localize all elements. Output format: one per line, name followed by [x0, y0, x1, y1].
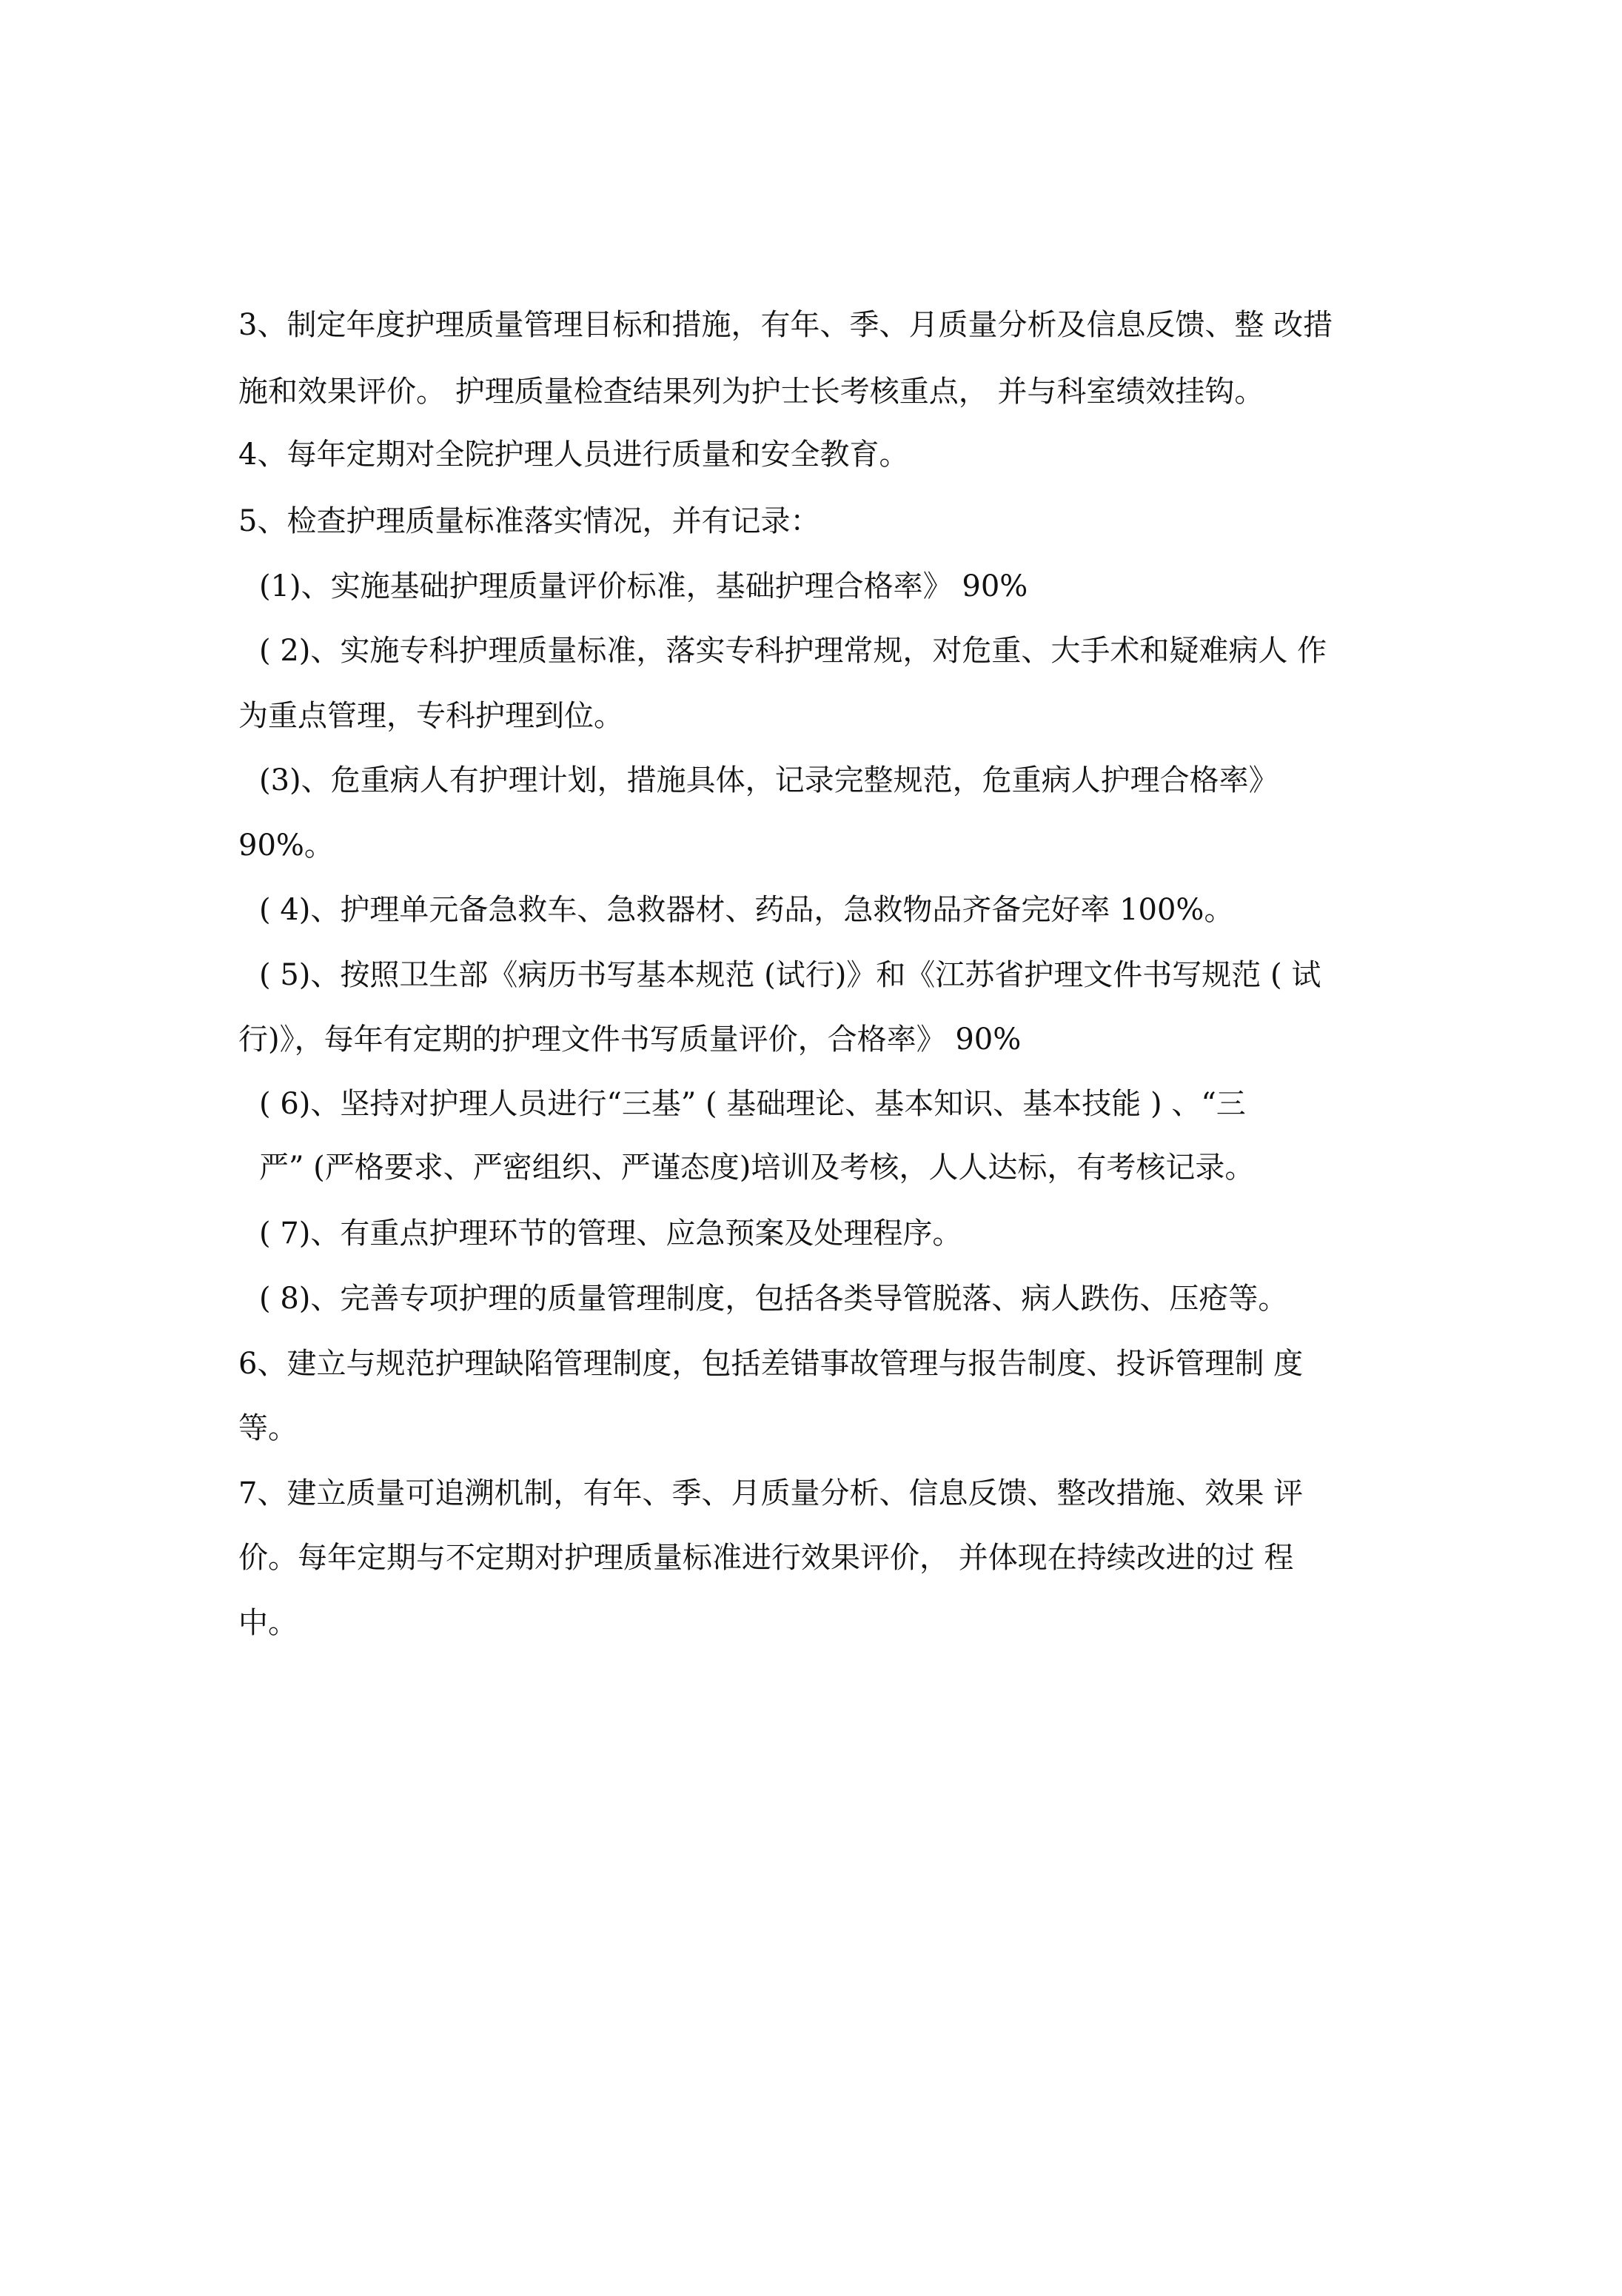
text-line: (1)、实施基础护理质量评价标准，基础护理合格率》 90% [259, 569, 1028, 603]
text-line: 7、建立质量可追溯机制，有年、季、月质量分析、信息反馈、整改措施、效果 评 [238, 1476, 1304, 1510]
text-line: 行)》，每年有定期的护理文件书写质量评价，合格率》 90% [238, 1023, 1022, 1057]
text-line: 严” (严格要求、严密组织、严谨态度)培训及考核，人人达标，有考核记录。 [259, 1151, 1255, 1185]
text-line: 90%。 [238, 829, 334, 863]
text-line: 4、每年定期对全院护理人员进行质量和安全教育。 [238, 438, 909, 472]
text-line: 中。 [238, 1606, 298, 1640]
text-line: ( 8)、完善专项护理的质量管理制度，包括各类导管脱落、病人跌伤、压疮等。 [259, 1282, 1288, 1316]
text-line: ( 6)、坚持对护理人员进行“三基” ( 基础理论、基本知识、基本技能 ) 、“三 [259, 1087, 1246, 1121]
text-line: 为重点管理，专科护理到位。 [238, 699, 623, 733]
text-line: ( 7)、有重点护理环节的管理、应急预案及处理程序。 [259, 1216, 962, 1251]
text-line: 价。每年定期与不定期对护理质量标准进行效果评价， 并体现在持续改进的过 程 [238, 1541, 1294, 1575]
text-line: ( 5)、按照卫生部《病历书写基本规范 (试行)》和《江苏省护理文件书写规范 ( 试 [259, 958, 1321, 992]
text-line: (3)、危重病人有护理计划，措施具体，记录完整规范，危重病人护理合格率》 [259, 763, 1279, 797]
text-line: ( 2)、实施专科护理质量标准，落实专科护理常规，对危重、大手术和疑难病人 作 [259, 634, 1327, 668]
text-line: 等。 [238, 1411, 298, 1445]
text-line: 3、制定年度护理质量管理目标和措施，有年、季、月质量分析及信息反馈、整 改措 [238, 308, 1333, 342]
text-line: ( 4)、护理单元备急救车、急救器材、药品，急救物品齐备完好率 100%。 [259, 893, 1234, 927]
text-line: 5、检查护理质量标准落实情况，并有记录： [238, 504, 820, 538]
text-line: 6、建立与规范护理缺陷管理制度，包括差错事故管理与报告制度、投诉管理制 度 [238, 1347, 1304, 1381]
text-line: 施和效果评价。 护理质量检查结果列为护士长考核重点， 并与科室绩效挂钩。 [238, 375, 1264, 409]
